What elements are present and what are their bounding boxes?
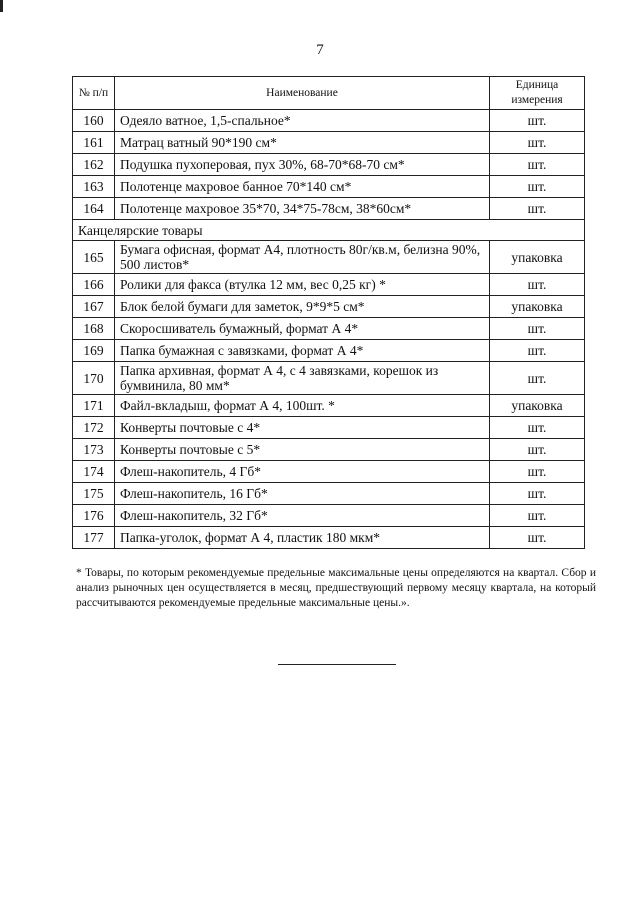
row-number: 172 — [73, 417, 115, 439]
table-row — [73, 154, 585, 176]
row-number: 160 — [73, 110, 115, 132]
row-name: Флеш-накопитель, 16 Гб* — [115, 483, 490, 505]
row-name: Полотенце махровое банное 70*140 см* — [115, 176, 490, 198]
row-name: Конверты почтовые с 5* — [115, 439, 490, 461]
row-number: 170 — [73, 362, 115, 395]
table-row — [73, 296, 585, 318]
row-number: 177 — [73, 527, 115, 549]
row-number: 164 — [73, 198, 115, 220]
end-rule — [278, 664, 396, 665]
row-name: Ролики для факса (втулка 12 мм, вес 0,25 кг) * — [115, 274, 490, 296]
table-header-row — [73, 77, 585, 110]
row-name: Флеш-накопитель, 4 Гб* — [115, 461, 490, 483]
row-unit: шт. — [490, 483, 585, 505]
row-number: 166 — [73, 274, 115, 296]
row-number: 162 — [73, 154, 115, 176]
row-unit: шт. — [490, 340, 585, 362]
row-number: 174 — [73, 461, 115, 483]
row-name: Матрац ватный 90*190 см* — [115, 132, 490, 154]
table-row — [73, 461, 585, 483]
row-unit: шт. — [490, 132, 585, 154]
row-name: Бумага офисная, формат А4, плотность 80г/кв.м, белизна 90%, 500 листов* — [115, 241, 490, 274]
table-row — [73, 198, 585, 220]
table-row — [73, 274, 585, 296]
row-name: Папка-уголок, формат А 4, пластик 180 мкм* — [115, 527, 490, 549]
row-unit: упаковка — [490, 296, 585, 318]
section-title: Канцелярские товары — [73, 220, 585, 241]
row-number: 175 — [73, 483, 115, 505]
row-unit: шт. — [490, 527, 585, 549]
page-corner-mark — [0, 0, 3, 12]
row-name: Подушка пухоперовая, пух 30%, 68-70*68-70 см* — [115, 154, 490, 176]
row-number: 163 — [73, 176, 115, 198]
row-name: Одеяло ватное, 1,5-спальное* — [115, 110, 490, 132]
row-unit: упаковка — [490, 395, 585, 417]
section-row — [73, 220, 585, 241]
row-number: 167 — [73, 296, 115, 318]
row-name: Папка архивная, формат А 4, с 4 завязками, корешок из бумвинила, 80 мм* — [115, 362, 490, 395]
table-row — [73, 176, 585, 198]
header-unit: Единица измерения — [490, 77, 585, 110]
table-row — [73, 505, 585, 527]
row-number: 168 — [73, 318, 115, 340]
header-name: Наименование — [115, 77, 490, 110]
row-number: 165 — [73, 241, 115, 274]
row-name: Флеш-накопитель, 32 Гб* — [115, 505, 490, 527]
row-unit: упаковка — [490, 241, 585, 274]
table-row — [73, 241, 585, 274]
row-number: 173 — [73, 439, 115, 461]
table-row — [73, 527, 585, 549]
row-unit: шт. — [490, 176, 585, 198]
table-row — [73, 395, 585, 417]
row-unit: шт. — [490, 461, 585, 483]
footnote: * Товары, по которым рекомендуемые предельные максимальные цены определяются на квартал. Сбор и анализ рыночных цен осуществляется в месяц, предшествующий первому месяцу квартала, на который рассчитываются рекомендуемые предельные максимальные цены.». — [76, 567, 596, 609]
row-number: 176 — [73, 505, 115, 527]
row-unit: шт. — [490, 318, 585, 340]
header-number: № п/п — [73, 77, 115, 110]
section-stationery — [73, 220, 585, 241]
rows-top — [73, 110, 585, 220]
page-number: 7 — [316, 42, 324, 58]
row-unit: шт. — [490, 274, 585, 296]
table-row — [73, 417, 585, 439]
row-unit: шт. — [490, 439, 585, 461]
table-row — [73, 340, 585, 362]
row-unit: шт. — [490, 198, 585, 220]
table-row — [73, 318, 585, 340]
table-row — [73, 110, 585, 132]
table-row — [73, 132, 585, 154]
row-name: Файл-вкладыш, формат А 4, 100шт. * — [115, 395, 490, 417]
row-number: 171 — [73, 395, 115, 417]
row-unit: шт. — [490, 505, 585, 527]
table-row — [73, 439, 585, 461]
row-unit: шт. — [490, 417, 585, 439]
rows-section — [73, 241, 585, 549]
row-name: Полотенце махровое 35*70, 34*75-78см, 38*60см* — [115, 198, 490, 220]
row-unit: шт. — [490, 362, 585, 395]
row-number: 161 — [73, 132, 115, 154]
row-name: Конверты почтовые с 4* — [115, 417, 490, 439]
items-table — [72, 76, 585, 549]
row-unit: шт. — [490, 110, 585, 132]
row-name: Папка бумажная с завязками, формат А 4* — [115, 340, 490, 362]
table-row — [73, 362, 585, 395]
row-name: Блок белой бумаги для заметок, 9*9*5 см* — [115, 296, 490, 318]
row-number: 169 — [73, 340, 115, 362]
row-unit: шт. — [490, 154, 585, 176]
table-row — [73, 483, 585, 505]
row-name: Скоросшиватель бумажный, формат А 4* — [115, 318, 490, 340]
